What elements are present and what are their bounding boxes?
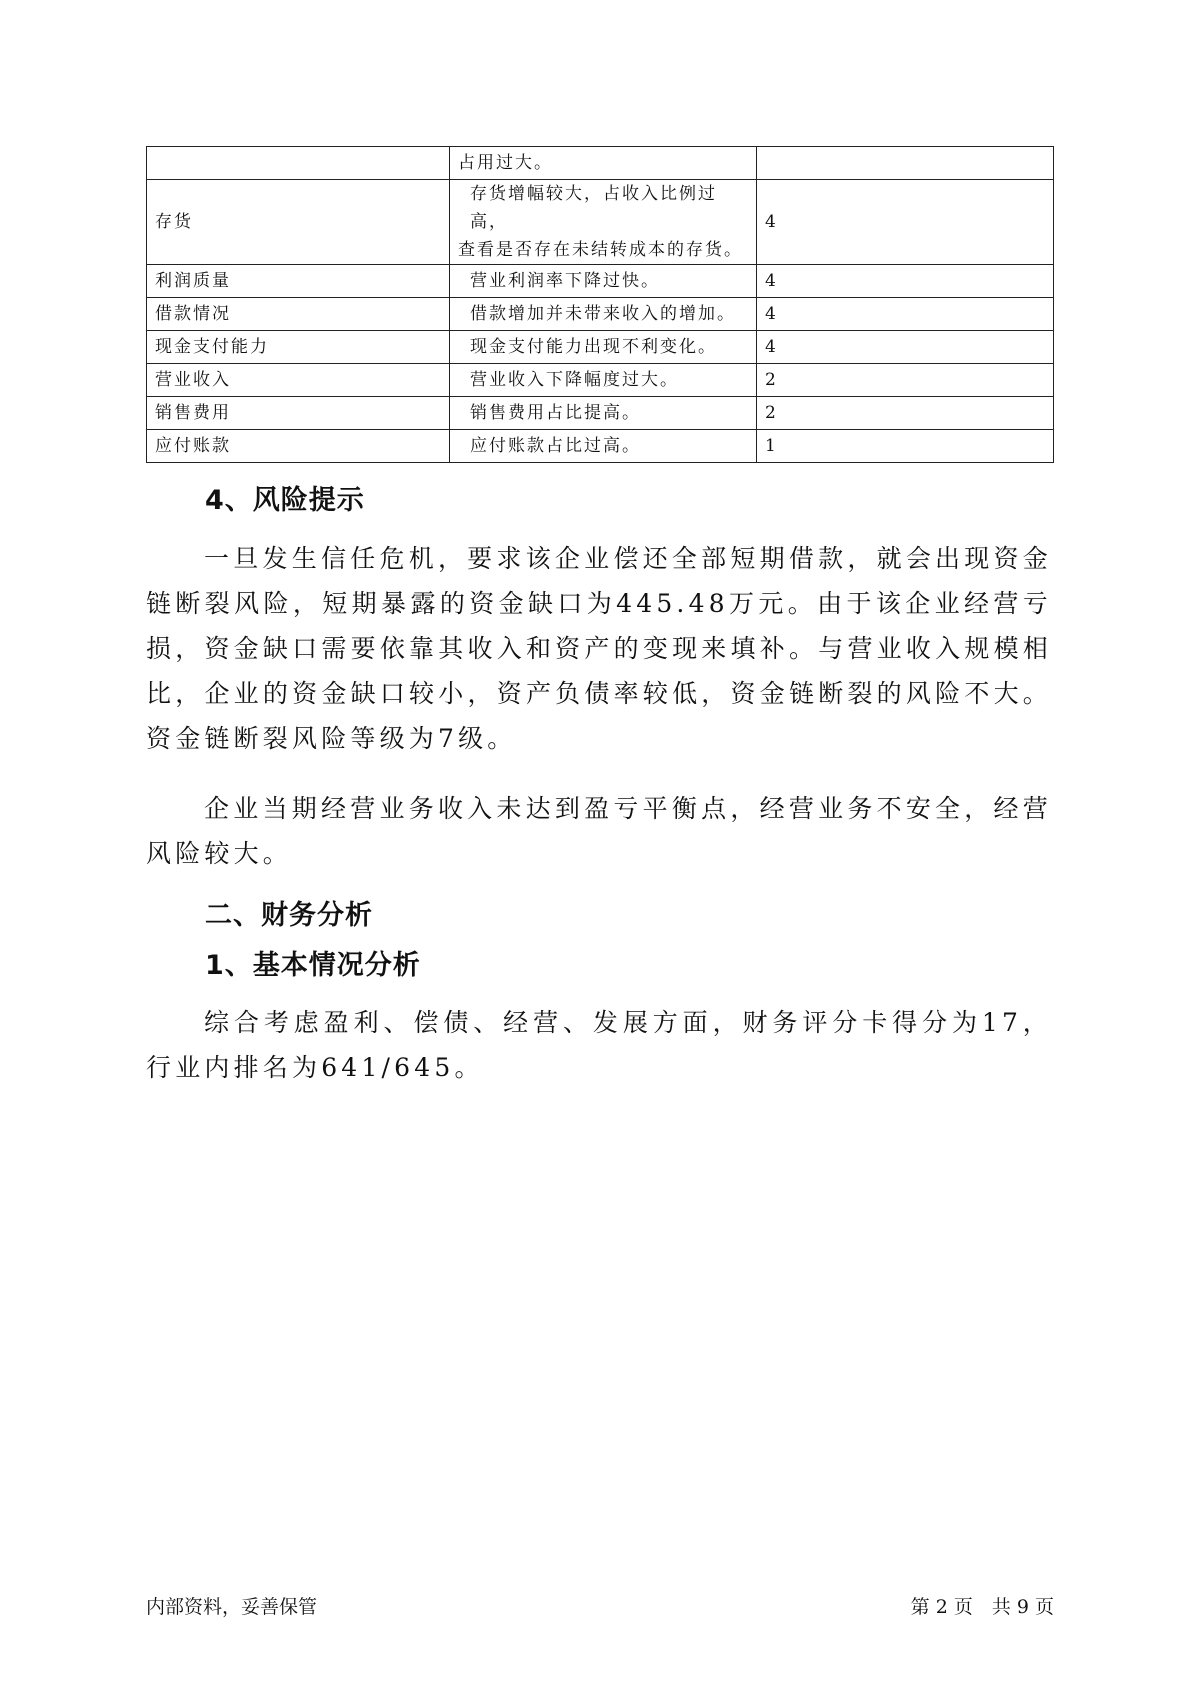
table-cell-desc [450,430,757,463]
table-cell-desc [450,397,757,430]
table-cell-desc [450,331,757,364]
table-cell-item: 应付账款 [147,430,450,463]
table-row [147,397,1054,430]
table-cell-item [147,147,450,180]
table-cell-score: 4 [757,331,1054,364]
table-row [147,147,1054,180]
table-cell-desc [450,180,757,265]
desc-line: 营业利润率下降过快。 [470,271,660,291]
finance-heading: 二、财务分析 [205,900,373,931]
table-row [147,265,1054,298]
table-cell-score: 4 [757,298,1054,331]
risk-heading: 4、风险提示 [205,485,365,516]
table-cell-item: 营业收入 [147,364,450,397]
table-cell-score [757,147,1054,180]
desc-line: 借款增加并未带来收入的增加。 [470,304,736,324]
table-row [147,430,1054,463]
desc-line: 应付账款占比过高。 [470,436,641,456]
table-row [147,180,1054,265]
table-cell-score: 1 [757,430,1054,463]
page-number: 第 2 页 共 9 页 [910,1596,1054,1618]
table-cell-score: 2 [757,397,1054,430]
table-cell-item: 销售费用 [147,397,450,430]
risk-paragraph-2: 企业当期经营业务收入未达到盈亏平衡点，经营业务不安全，经营风险较大。 [146,794,1052,868]
risk-paragraph-1: 一旦发生信任危机，要求该企业偿还全部短期借款，就会出现资金链断裂风险，短期暴露的资金缺口为445.48万元。由于该企业经营亏损，资金缺口需要依靠其收入和资产的变现来填补。与营业收入规模相比，企业的资金缺口较小，资产负债率较低，资金链断裂的风险不大。资金链断裂风险等级为7级。 [146,544,1052,753]
table-cell-desc [450,265,757,298]
desc-line: 销售费用占比提高。 [470,403,641,423]
table-cell-desc [450,147,757,180]
basic-paragraph: 综合考虑盈利、偿债、经营、发展方面，财务评分卡得分为17，行业内排名为641/645。 [146,1008,1052,1082]
table-row [147,331,1054,364]
table-cell-item: 现金支付能力 [147,331,450,364]
desc-line: 营业收入下降幅度过大。 [470,370,679,390]
desc-line: 占用过大。 [458,153,553,173]
table-cell-score: 4 [757,265,1054,298]
table-cell-desc [450,364,757,397]
table-cell-item: 借款情况 [147,298,450,331]
desc-line: 存货增幅较大，占收入比例过高， [470,184,717,232]
table-cell-score: 2 [757,364,1054,397]
risk-indicator-table [146,146,1054,463]
desc-line: 现金支付能力出现不利变化。 [470,337,717,357]
table-row [147,298,1054,331]
table-cell-desc [450,298,757,331]
table-cell-score: 4 [757,180,1054,265]
table-cell-item: 利润质量 [147,265,450,298]
table-row [147,364,1054,397]
basic-heading: 1、基本情况分析 [205,950,421,981]
desc-line: 查看是否存在未结转成本的存货。 [458,240,743,260]
table-cell-item: 存货 [147,180,450,265]
footer-note: 内部资料，妥善保管 [146,1596,318,1618]
